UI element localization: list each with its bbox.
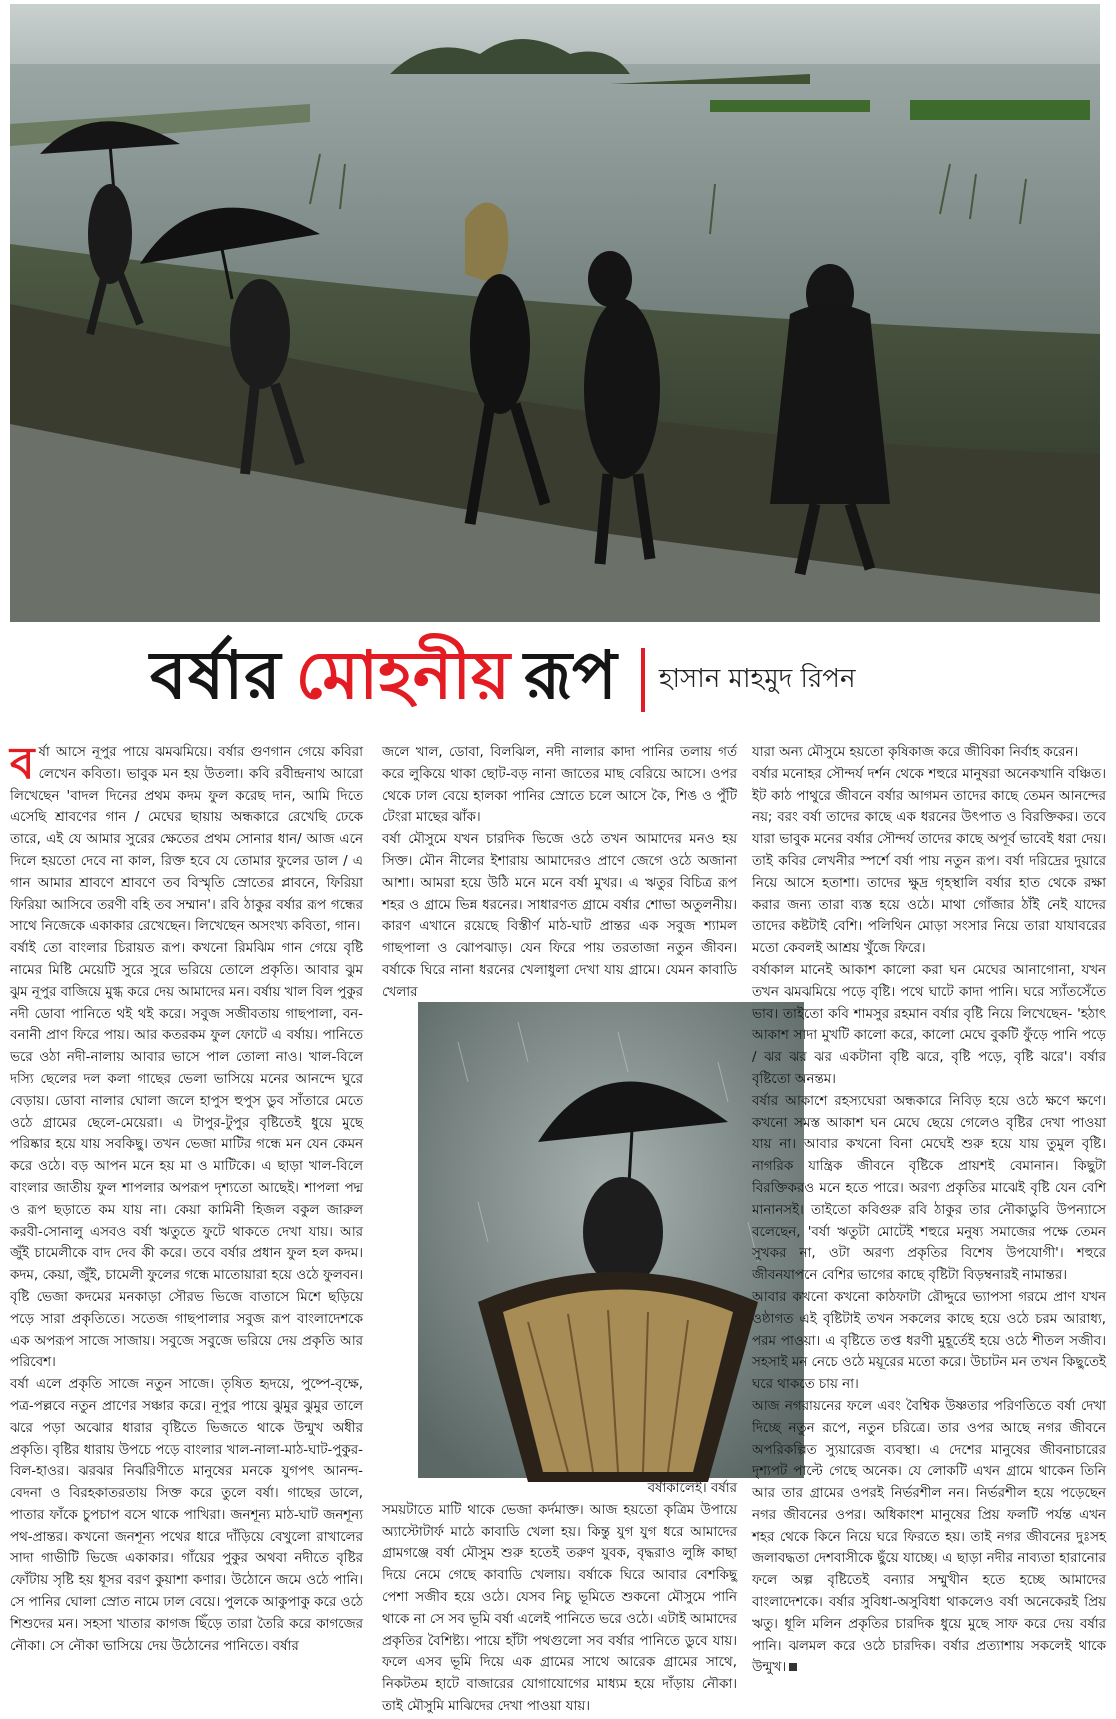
drop-cap: ব xyxy=(10,738,35,789)
inset-photo-illustration xyxy=(418,1002,804,1478)
headline-word-3: রূপ xyxy=(523,636,617,714)
article-column-2-bottom xyxy=(382,1478,737,1714)
headline-divider xyxy=(641,648,645,712)
hero-photo-illustration xyxy=(10,4,1100,622)
paragraph-text: আজ নগরায়নের ফলে এবং বৈশ্বিক উষ্ণতার পরিণতিতে বর্ষা দেখা দিচ্ছে নতুন রূপে, নতুন চরিত্রে। তার ওপর আছে নগর জীবনে অপরিকল্পিত স্যুয়ারেজ ব্যবস্থা। এ দেশের মানুষের জীবনাচারের দৃশ্যপট পাল্টে গেছে অনেক। যে লোকটি এখন গ্রামে থাকেন তিনি আর তার গ্রামের ওপরই নির্ভরশীল নন। নির্ভরশীল হয়ে পড়েছেন নগর জীবনের ওপর। অধিকাংশ মানুষের প্রিয় ফলটি পর্যন্ত এখন শহর থেকে কিনে নিয়ে ঘরে ফিরতে হয়। তাই নগর জীবনের দুঃসহ জলাবদ্ধতা দেশবাসীকে ছুঁয়ে যাচ্ছে। এ ছাড়া নদীর নাব্যতা হারানোর ফলে অল্প বৃষ্টিতেই বন্যার সম্মুখীন হতে হচ্ছে আমাদের বাংলাদেশকে। বর্ষার সুবিধা-অসুবিধা থাকলেও বর্ষা অনেকেরই প্রিয় ঋতু। ধূলি মলিন প্রকৃতির চারদিক ধুয়ে মুছে সাফ করে দেয় বর্ষার পানি। ঝলমল করে ওঠে চারদিক। বর্ষার প্রত্যাশায় সকলেই থাকে উন্মুখ। xyxy=(752,1398,1106,1676)
inset-photo xyxy=(418,1002,804,1478)
headline xyxy=(150,632,855,728)
byline: হাসান মাহমুদ রিপন xyxy=(658,664,856,694)
paragraph: সময়টাতে মাটি থাকে ভেজা কর্দমাক্ত। আজ হয়তো কৃত্রিম উপায়ে অ্যাস্টোটার্ফ মাঠে কাবাডি খেলা হয়। কিন্তু যুগ যুগ ধরে আমাদের গ্রামগঞ্জে বর্ষা মৌসুম শুরু হতেই তরুণ যুবক, বৃদ্ধরাও লুঙ্গি কাছা দিয়ে নেমে গেছে কাবাডি খেলায়। বর্ষাকে ঘিরে আবার বেশকিছু পেশা সজীব হয়ে ওঠে। যেসব নিচু ভূমিতে শুকনো মৌসুমে পানি থাকে না সে সব ভূমি বর্ষা এলেই পানিতে ভরে ওঠে। এটাই আমাদের প্রকৃতির বৈশিষ্ট্য। পায়ে হাঁটা পথগুলো সব বর্ষার পানিতে ডুবে যায়। ফলে এসব ভূমি দিয়ে এক গ্রামের সাথে আরেক গ্রামের সাথে, নিকটতম হাটে বাজারের যোগাযোগের মাধ্যম হয়ে দাঁড়ায় নৌকা। তাই মৌসুমি মাঝিদের দেখা পাওয়া যায়। xyxy=(382,1502,737,1714)
paragraph: বর্ষার আকাশে রহস্যঘেরা অন্ধকারে নিবিড় হয়ে ওঠে ক্ষণে ক্ষণে। কখনো সমস্ত আকাশ ঘন মেঘে ছেয়ে গেলেও বৃষ্টির দেখা পাওয়া যায় না। আবার কখনো বিনা মেঘেই শুরু হয়ে যায় তুমুল বৃষ্টি। নাগরিক যান্ত্রিক জীবনে বৃষ্টিকে প্রায়শই বেমানান। কিছুটা বিরক্তিকরও মনে হতে পারে। অরণ্য প্রকৃতির মাঝেই বৃষ্টি যেন বেশি মানানসই। তাইতো কবিগুরু রবি ঠাকুর তার নৌকাডুবি উপন্যাসে বলেছেন, 'বর্ষা ঋতুটা মোটেই শহুরে মনুষ্য সমাজের পক্ষে তেমন সুখকর না, ওটা অরণ্য প্রকৃতির বিশেষ উপযোগী'। শহুরে জীবনযাপনে বেশির ভাগের কাছে বৃষ্টিটা বিড়ম্বনারই নামান্তর। xyxy=(752,1093,1106,1284)
paragraph: বর্ষা মৌসুমে যখন চারদিক ভিজে ওঠে তখন আমাদের মনও হয় সিক্ত। মৌন নীলের ইশারায় আমাদেরও প্রাণে জেগে ওঠে অজানা আশা। আমরা হয়ে উঠি মনে মনে বর্ষা মুখর। এ ঋতুর বিচিত্র রূপ শহর ও গ্রামে ভিন্ন ধরনের। সাধারণত গ্রামে বর্ষার শোভা অতুলনীয়। কারণ এখানে রয়েছে বিস্তীর্ণ মাঠ-ঘাট প্রান্তর এক সবুজ শ্যামল গাছপালা ও ঝোপঝাড়। যেন ফিরে পায় তরতাজা নতুন জীবন। বর্ষাকে ঘিরে নানা ধরনের খেলাধুলা দেখা যায় গ্রামে। যেমন কাবাডি খেলার xyxy=(382,832,737,1000)
paragraph: আবার কখনো কখনো কাঠফাটা রৌদ্দুরে ভ্যাপসা গরমে প্রাণ যখন ওষ্ঠাগত এই বৃষ্টিটাই তখন সকলের কাছে হয়ে ওঠে চরম আরাধ্য, পরম পাওয়া। এ বৃষ্টিতে তপ্ত ধরণী মুহূর্তেই হয়ে ওঠে শীতল সজীব। সহসাই মন নেচে ওঠে ময়ূরের মতো করে। উচাটন মন তখন কিছুতেই ঘরে থাকতে চায় না। xyxy=(752,1289,1106,1393)
article-column-2-top xyxy=(382,742,737,1000)
hero-photo xyxy=(10,4,1100,622)
paragraph: বর্ষার মনোহর সৌন্দর্য দর্শন থেকে শহুরে মানুষরা অনেকখানি বঞ্চিত। ইট কাঠ পাথুরে জীবনে বর্ষার আগমন তাদের কাছে তেমন আনন্দের নয়; বরং বর্ষা তাদের কাছে এক ধরনের উৎপাত ও বিরক্তিকর। তবে যারা ভাবুক মনের বর্ষার সৌন্দর্য তাদের কাছে অপূর্ব ভাবেই ধরা দেয়। তাই কবির লেখনীর স্পর্শে বর্ষা পায় নতুন রূপ। বর্ষা দরিদ্রের দুয়ারে নিয়ে আসে হতাশা। তাদের ক্ষুদ্র গৃহস্থালি বর্ষার হাত থেকে রক্ষা করার জন্য তারা ব্যস্ত হয়ে ওঠে। মাথা গোঁজার ঠাঁই নেই যাদের তাদের কষ্টটাই বেশি। পলিথিন মোড়া সংসার নিয়ে তারা যাযাবরের মতো কেবলই আশ্রয় খুঁজে ফিরে। xyxy=(752,766,1106,957)
article-column-1 xyxy=(10,738,363,1712)
article-column-3 xyxy=(752,742,1106,1712)
headline-word-2: মোহনীয় xyxy=(295,636,510,714)
paragraph: বর্ষাকাল মানেই আকাশ কালো করা ঘন মেঘের আনাগোনা, যখন তখন ঝমঝমিয়ে পড়ে বৃষ্টি। পথে ঘাটে কাদা পানি। ঘরে স্যাঁতসেঁতে ভাব। তাইতো কবি শামসুর রহমান বর্ষার বৃষ্টি নিয়ে লিখেছেন- 'হঠাৎ আকাশ সাদা মুখটি কালো করে, কালো মেঘে বুকটি ফুঁড়ে পানি পড়ে / ঝর ঝর ঝর একটানা বৃষ্টি ঝরে, বৃষ্টি পড়ে, বৃষ্টি ঝরে'। বর্ষার বৃষ্টিতো অনন্তম। xyxy=(752,962,1106,1087)
paragraph-head: বর্ষাকালেই। বর্ষার xyxy=(647,1481,737,1496)
paragraph: যারা অন্য মৌসুমে হয়তো কৃষিকাজ করে জীবিকা নির্বাহ করেন। xyxy=(752,745,1079,760)
paragraph xyxy=(752,1396,1106,1679)
paragraph: বর্ষাই তো বাংলার চিরায়ত রূপ। কখনো রিমঝিম গান গেয়ে বৃষ্টি নামের মিষ্টি মেয়েটি সুরে সুরে ভরিয়ে তোলে প্রকৃতি। আবার ঝুম ঝুম নূপুর বাজিয়ে মুগ্ধ করে দেয় আমাদের মন। বর্ষায় খাল বিল পুকুর নদী ডোবা পানিতে থই থই করে। সবুজ সজীবতায় গাছপালা, বন-বনানী প্রাণ ফিরে পায়। আর কতরকম ফুল ফোটে এ বর্ষায়। পানিতে ভরে ওঠা নদী-নালায় আবার ভাসে পাল তোলা নাও। খাল-বিলে দস্যি ছেলের দল কলা গাছের ভেলা ভাসিয়ে মনের আনন্দে ঘুরে বেড়ায়। ডোবা নালার ঘোলা জলে হাপুস হুপুস ডুব সাঁতারে মেতে ওঠে গ্রামের ছেলে-মেয়েরা। এ টাপুর-টুপুর বৃষ্টিতেই ধুয়ে মুছে পরিষ্কার হয়ে যায় সবকিছু। তখন ভেজা মাটির গন্ধে মন যেন কেমন করে ওঠে। বড় আপন মনে হয় মা ও মাটিকে। এ ছাড়া খাল-বিলে বাংলার জাতীয় ফুল শাপলার অপরূপ দৃশ্যতো আছেই। শাপলা পদ্ম ও রূপ ছড়াতে কম যায় না। কেয়া কামিনী হিজল বকুল জারুল করবী-সোনালু এসবও বর্ষা ঋতুতে ফুটে থাকতে দেখা যায়। আর জুঁই চামেলীকে বাদ দেব কী করে। তবে বর্ষার প্রধান ফুল হল কদম। কদম, কেয়া, জুঁই, চামেলী ফুলের গন্ধে মাতোয়ারা হয়ে ওঠে ফুলবন। বৃষ্টি ভেজা কদমের মনকাড়া সৌরভ ভিজে বাতাসে মিশে ছড়িয়ে পড়ে সারা প্রকৃতিতে। সতেজ গাছপালার সবুজ রূপ বাংলাদেশকে এক অপরূপ সাজে সাজায়। সবুজে সবুজে ভরিয়ে দেয় প্রকৃতি আর পরিবেশ। xyxy=(10,941,363,1371)
headline-word-1: বর্ষার xyxy=(150,636,282,714)
paragraph: বর্ষা এলে প্রকৃতি সাজে নতুন সাজে। তৃষিত হৃদয়ে, পুষ্পে-বৃক্ষে, পত্র-পল্লবে নতুন প্রাণের সঞ্চার করে। নূপুর পায়ে ঝুমুর ঝুমুর তালে ঝরে পড়া অঝোর ধারার বৃষ্টিতে ভিজতে থাকে উন্মুখ অধীর প্রকৃতি। বৃষ্টির ধারায় উপচে পড়ে বাংলার খাল-নালা-মাঠ-ঘাট-পুকুর-বিল-হাওর। ঝরঝর নির্ঝরিণীতে মানুষের মনকে যুগপৎ আনন্দ-বেদনা ও বিরহকাতরতায় সিক্ত করে তুলে বর্ষা। গাছের ডালে, পাতার ফাঁকে চুপচাপ বসে থাকে পাখিরা। জনশূন্য মাঠ-ঘাট জনশূন্য পথ-প্রান্তর। কখনো জনশূন্য পথের ধারে দাঁড়িয়ে বেখুলো রাখালের সাদা গাভীটি ভিজে একাকার। গাঁয়ের পুকুর অথবা নদীতে বৃষ্টির ফোঁটায় সৃষ্টি হয় ধূসর বরণ কুয়াশা কণার। উঠোনে জমে ওঠে পানি। সে পানির ঘোলা স্রোত নামে ঢাল বেয়ে। পুলকে আকুপাকু করে ওঠে শিশুদের মন। সহসা খাতার কাগজ ছিঁড়ে তারা তৈরি করে কাগজের নৌকা। সে নৌকা ভাসিয়ে দেয় উঠোনের পানিতে। বর্ষার xyxy=(10,1377,363,1654)
paragraph: র্ষা আসে নূপুর পায়ে ঝমঝমিয়ে। বর্ষার গুণগান গেয়ে কবিরা লেখেন কবিতা। ভাবুক মন হয় উতলা। কবি রবীন্দ্রনাথ আরো লিখেছেন 'বাদল দিনের প্রথম কদম ফুল করেছ দান, আমি দিতে এসেছি শ্রাবণের গান / মেঘের ছায়ায় অন্ধকারে রেখেছি ঢেকে তারে, এই যে আমার সুরের ক্ষেতের প্রথম সোনার ধান/ আজ এনে দিলে হয়তো দেবে না কাল, রিক্ত হবে যে তোমার ফুলের ডাল / এ গান আমার শ্রাবণে শ্রাবণে তব বিস্মৃতি স্রোতের প্লাবনে, ফিরিয়া ফিরিয়া আসিবে তরণী বহি তব সম্মান'। রবি ঠাকুর বর্ষার রূপ গন্ধের সাথে নিজেকে একাকার রেখেছেন। লিখেছেন অসংখ্য কবিতা, গান। xyxy=(10,745,363,935)
end-mark xyxy=(789,1663,797,1671)
paragraph: জলে খাল, ডোবা, বিলঝিল, নদী নালার কাদা পানির তলায় গর্ত করে লুকিয়ে থাকা ছোট-বড় নানা জাতের মাছ বেরিয়ে আসে। ওপর থেকে ঢাল বেয়ে হালকা পানির স্রোতে চলে আসে কৈ, শিঙ ও পুঁটি টেংরা মাছের ঝাঁক। xyxy=(382,745,737,826)
